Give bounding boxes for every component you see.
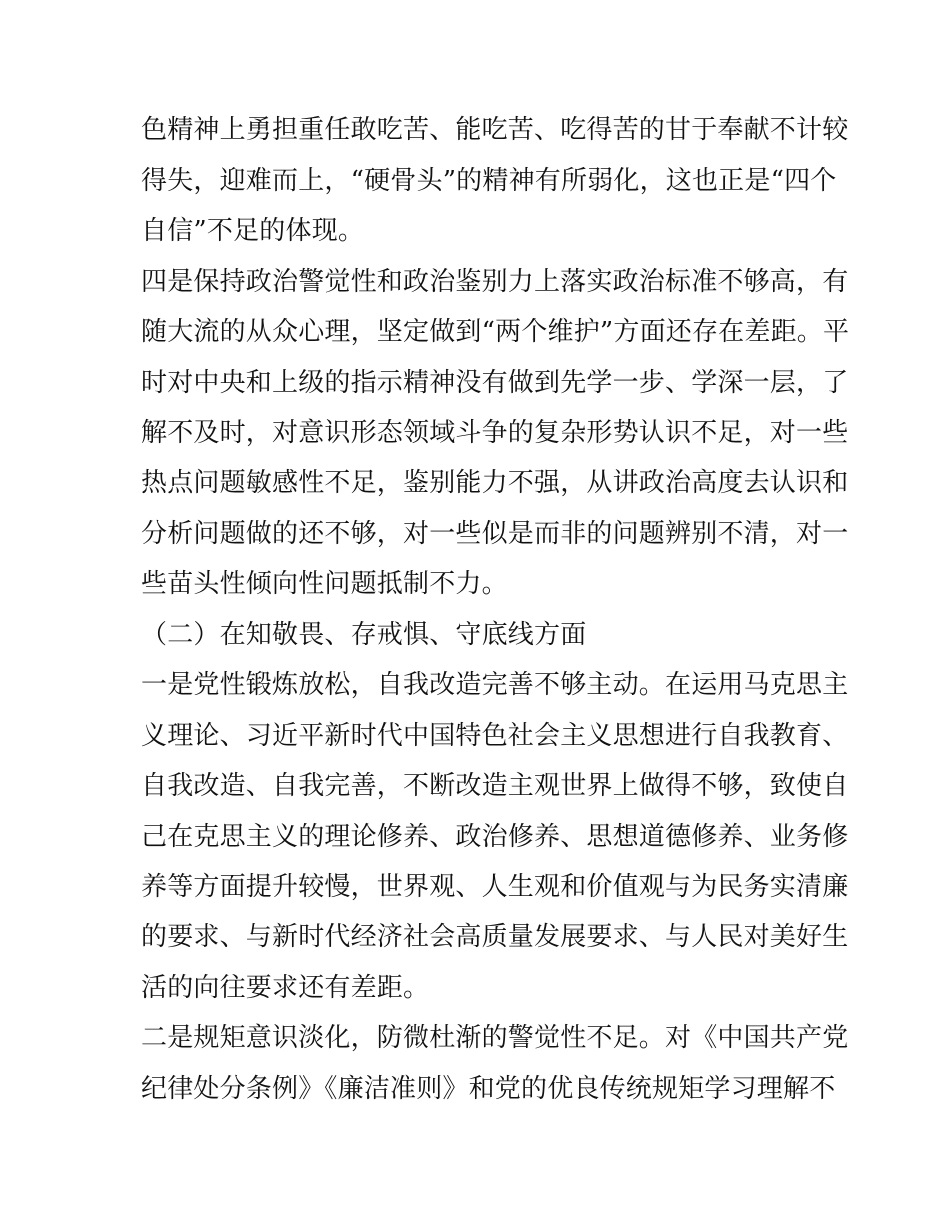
text-line: 自信”不足的体现。 xyxy=(141,216,365,246)
text-line: 活的向往要求还有差距。 xyxy=(141,973,430,1003)
text-line: 随大流的从众心理，坚定做到“两个维护”方面还存在差距。平 xyxy=(141,317,850,347)
text-line: 分析问题做的还不够，对一些似是而非的问题辨别不清，对一 xyxy=(141,519,849,549)
text-line: 时对中央和上级的指示精神没有做到先学一步、学深一层，了 xyxy=(141,368,849,398)
text-line: 解不及时，对意识形态领域斗争的复杂形势认识不足，对一些 xyxy=(141,418,849,448)
text-line: 些苗头性倾向性问题抵制不力。 xyxy=(141,569,508,599)
text-line: 自我改造、自我完善，不断改造主观世界上做得不够，致使自 xyxy=(141,771,849,801)
text-line: 义理论、习近平新时代中国特色社会主义思想进行自我教育、 xyxy=(141,721,849,751)
text-line: 养等方面提升较慢，世界观、人生观和价值观与为民务实清廉 xyxy=(141,872,849,902)
text-line: 得失，迎难而上，“硬骨头”的精神有所弱化，这也正是“四个 xyxy=(141,166,837,196)
text-line: 二是规矩意识淡化，防微杜渐的警觉性不足。对《中国共产党 xyxy=(141,1023,849,1053)
text-line: 一是党性锻炼放松，自我改造完善不够主动。在运用马克思主 xyxy=(141,670,849,700)
text-line: 的要求、与新时代经济社会高质量发展要求、与人民对美好生 xyxy=(141,922,849,952)
text-line: 热点问题敏感性不足，鉴别能力不强，从讲政治高度去认识和 xyxy=(141,468,849,498)
text-line: 己在克思主义的理论修养、政治修养、思想道德修养、业务修 xyxy=(141,822,849,852)
text-line: 色精神上勇担重任敢吃苦、能吃苦、吃得苦的甘于奉献不计较 xyxy=(141,115,849,145)
text-line: 四是保持政治警觉性和政治鉴别力上落实政治标准不够高，有 xyxy=(141,267,849,297)
section-heading: （二）在知敬畏、存戒惧、守底线方面 xyxy=(141,620,587,650)
text-line: 纪律处分条例》《廉洁准则》和党的优良传统规矩学习理解不 xyxy=(141,1074,836,1104)
